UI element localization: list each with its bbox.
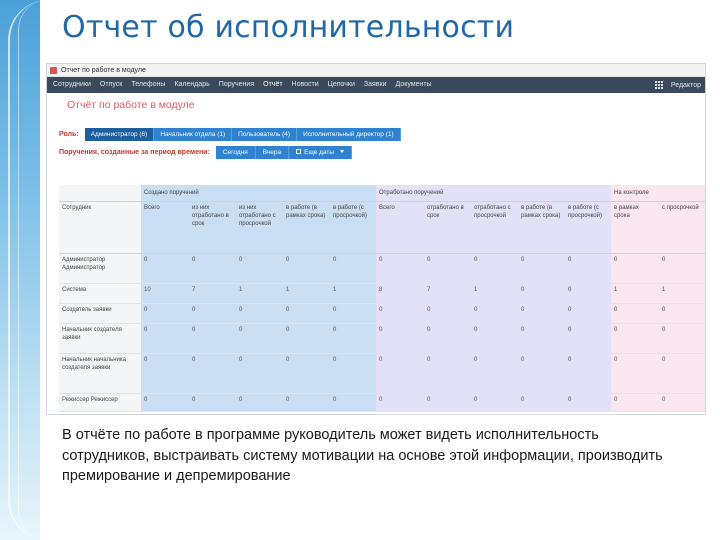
column-header[interactable]: из них отработано с просрочкой (236, 202, 283, 254)
group-header-cell: Создано поручений (141, 185, 376, 202)
value-cell: 0 (376, 394, 424, 412)
column-header[interactable]: Сотрудник (59, 202, 141, 254)
top-navbar (47, 77, 705, 93)
value-cell: 0 (471, 394, 518, 412)
value-cell: 0 (141, 324, 189, 354)
table-header-row (59, 202, 706, 254)
column-header[interactable]: в работе (с просрочкой) (565, 202, 611, 254)
period-button[interactable] (216, 146, 256, 159)
value-cell: 0 (236, 254, 283, 284)
value-cell: 1 (611, 284, 659, 304)
value-cell: 0 (659, 354, 706, 394)
chevron-down-icon (340, 150, 344, 153)
value-cell: 0 (518, 394, 565, 412)
employee-name-cell: Режиссер Режиссер (59, 394, 141, 412)
column-header[interactable]: в работе (с просрочкой) (330, 202, 376, 254)
value-cell: 0 (659, 304, 706, 324)
value-cell: 0 (611, 394, 659, 412)
value-cell: 0 (518, 304, 565, 324)
slide-title: Отчет об исполнительности (62, 10, 515, 45)
decor-wave (18, 0, 48, 540)
nav-item[interactable]: Сотрудники (53, 81, 91, 88)
value-cell: 0 (330, 354, 376, 394)
period-filter (47, 145, 705, 159)
value-cell: 0 (376, 354, 424, 394)
value-cell: 0 (659, 394, 706, 412)
value-cell: 0 (518, 324, 565, 354)
group-header-cell: На контроле (611, 185, 706, 202)
employee-name-cell: Начальник создателя заявки (59, 324, 141, 354)
value-cell: 1 (236, 284, 283, 304)
nav-item[interactable]: Телефоны (131, 81, 166, 88)
value-cell: 0 (189, 254, 236, 284)
value-cell: 0 (565, 254, 611, 284)
value-cell: 0 (424, 254, 471, 284)
value-cell: 0 (659, 324, 706, 354)
table-group-header (59, 185, 706, 202)
value-cell: 0 (565, 284, 611, 304)
value-cell: 0 (283, 254, 330, 284)
value-cell: 1 (330, 284, 376, 304)
employee-name-cell: Система (59, 284, 141, 304)
value-cell: 0 (236, 324, 283, 354)
value-cell: 7 (189, 284, 236, 304)
role-chip[interactable]: Пользователь (4) (232, 128, 297, 141)
role-label: Роль: (59, 130, 79, 138)
employee-name-cell: Администратор Администратор (59, 254, 141, 284)
value-cell: 0 (424, 304, 471, 324)
table-row[interactable] (59, 354, 706, 394)
navbar-right (655, 77, 701, 93)
report-table-container (59, 185, 703, 415)
apps-grid-icon[interactable] (655, 81, 663, 89)
value-cell: 0 (424, 354, 471, 394)
column-header[interactable]: отработано в срок (424, 202, 471, 254)
role-chip[interactable]: Исполнительный директор (1) (297, 128, 401, 141)
period-button-label: Вчера (262, 148, 282, 156)
report-title: Отчёт по работе в модуле (67, 99, 195, 111)
period-button-label: Еще даты (304, 148, 335, 156)
value-cell: 0 (283, 304, 330, 324)
value-cell: 1 (471, 284, 518, 304)
value-cell: 8 (376, 284, 424, 304)
column-header[interactable]: отработано с просрочкой (471, 202, 518, 254)
nav-item[interactable]: Документы (395, 81, 432, 88)
table-row[interactable] (59, 284, 706, 304)
period-button-label: Сегодня (222, 148, 248, 156)
value-cell: 0 (330, 254, 376, 284)
nav-item[interactable]: Отпуск (99, 81, 123, 88)
value-cell: 7 (424, 284, 471, 304)
value-cell: 1 (283, 284, 330, 304)
value-cell: 1 (659, 284, 706, 304)
value-cell: 0 (330, 324, 376, 354)
more-dates-dropdown[interactable] (289, 146, 352, 159)
column-header[interactable]: в рамках срока (611, 202, 659, 254)
value-cell: 0 (141, 304, 189, 324)
value-cell: 0 (283, 354, 330, 394)
report-table (59, 185, 706, 412)
group-header-cell (59, 185, 141, 202)
value-cell: 0 (659, 254, 706, 284)
table-row[interactable] (59, 254, 706, 284)
group-header-cell: Отработано поручений (376, 185, 611, 202)
period-label: Поручения, созданные за период времени: (59, 148, 210, 156)
value-cell: 0 (518, 254, 565, 284)
window-title-bar (47, 64, 705, 77)
value-cell: 0 (611, 354, 659, 394)
value-cell: 0 (189, 304, 236, 324)
nav-item[interactable]: Календарь (174, 81, 210, 88)
value-cell: 0 (565, 324, 611, 354)
value-cell: 0 (236, 394, 283, 412)
value-cell: 0 (518, 354, 565, 394)
slide-caption: В отчёте по работе в программе руководитель может видеть исполнительность сотрудников, выстраивать систему мотивации на основе этой информации, производить премирование и депремирование (62, 427, 663, 484)
value-cell: 0 (471, 324, 518, 354)
table-row[interactable] (59, 304, 706, 324)
value-cell: 0 (330, 304, 376, 324)
column-header[interactable]: в работе (в рамках срока) (518, 202, 565, 254)
employee-name-cell: Создатель заявки (59, 304, 141, 324)
value-cell: 0 (236, 354, 283, 394)
employee-name-cell: Начальник начальника создателя заявки (59, 354, 141, 394)
value-cell: 0 (565, 394, 611, 412)
calendar-icon (296, 149, 301, 154)
value-cell: 0 (283, 324, 330, 354)
value-cell: 0 (283, 394, 330, 412)
value-cell: 0 (424, 394, 471, 412)
nav-item[interactable]: Заявки (363, 81, 387, 88)
column-header[interactable]: в работе (в рамках срока) (283, 202, 330, 254)
value-cell: 0 (471, 304, 518, 324)
value-cell: 0 (189, 394, 236, 412)
value-cell: 0 (611, 324, 659, 354)
value-cell: 10 (141, 284, 189, 304)
nav-item[interactable]: Поручения (218, 81, 255, 88)
value-cell: 0 (189, 354, 236, 394)
column-header[interactable]: из них отработано в срок (189, 202, 236, 254)
value-cell: 0 (424, 324, 471, 354)
value-cell: 0 (565, 304, 611, 324)
value-cell: 0 (518, 284, 565, 304)
value-cell: 0 (236, 304, 283, 324)
value-cell: 0 (376, 324, 424, 354)
window-title: Отчет по работе в модуле (61, 67, 146, 74)
column-header[interactable]: с просрочкой (659, 202, 706, 254)
table-row[interactable] (59, 394, 706, 412)
nav-item[interactable]: Новости (291, 81, 319, 88)
nav-item[interactable]: Цепочки (327, 81, 355, 88)
value-cell: 0 (565, 354, 611, 394)
role-filter (47, 127, 705, 141)
value-cell: 0 (330, 394, 376, 412)
value-cell: 0 (611, 304, 659, 324)
value-cell: 0 (611, 254, 659, 284)
slide-side-band (0, 0, 40, 540)
role-chip[interactable]: Администратор (6) (85, 128, 155, 141)
value-cell: 0 (376, 254, 424, 284)
app-screenshot (46, 63, 706, 415)
app-icon (50, 67, 57, 74)
nav-item[interactable]: Отчёт (263, 81, 283, 88)
value-cell: 0 (471, 254, 518, 284)
column-header[interactable]: Всего (376, 202, 424, 254)
value-cell: 0 (141, 354, 189, 394)
table-row[interactable] (59, 324, 706, 354)
value-cell: 0 (189, 324, 236, 354)
user-menu[interactable]: Редактор (670, 81, 701, 89)
value-cell: 0 (141, 394, 189, 412)
value-cell: 0 (376, 304, 424, 324)
role-chip[interactable]: Начальник отдела (1) (154, 128, 232, 141)
value-cell: 0 (471, 354, 518, 394)
column-header[interactable]: Всего (141, 202, 189, 254)
value-cell: 0 (141, 254, 189, 284)
period-button[interactable] (256, 146, 289, 159)
